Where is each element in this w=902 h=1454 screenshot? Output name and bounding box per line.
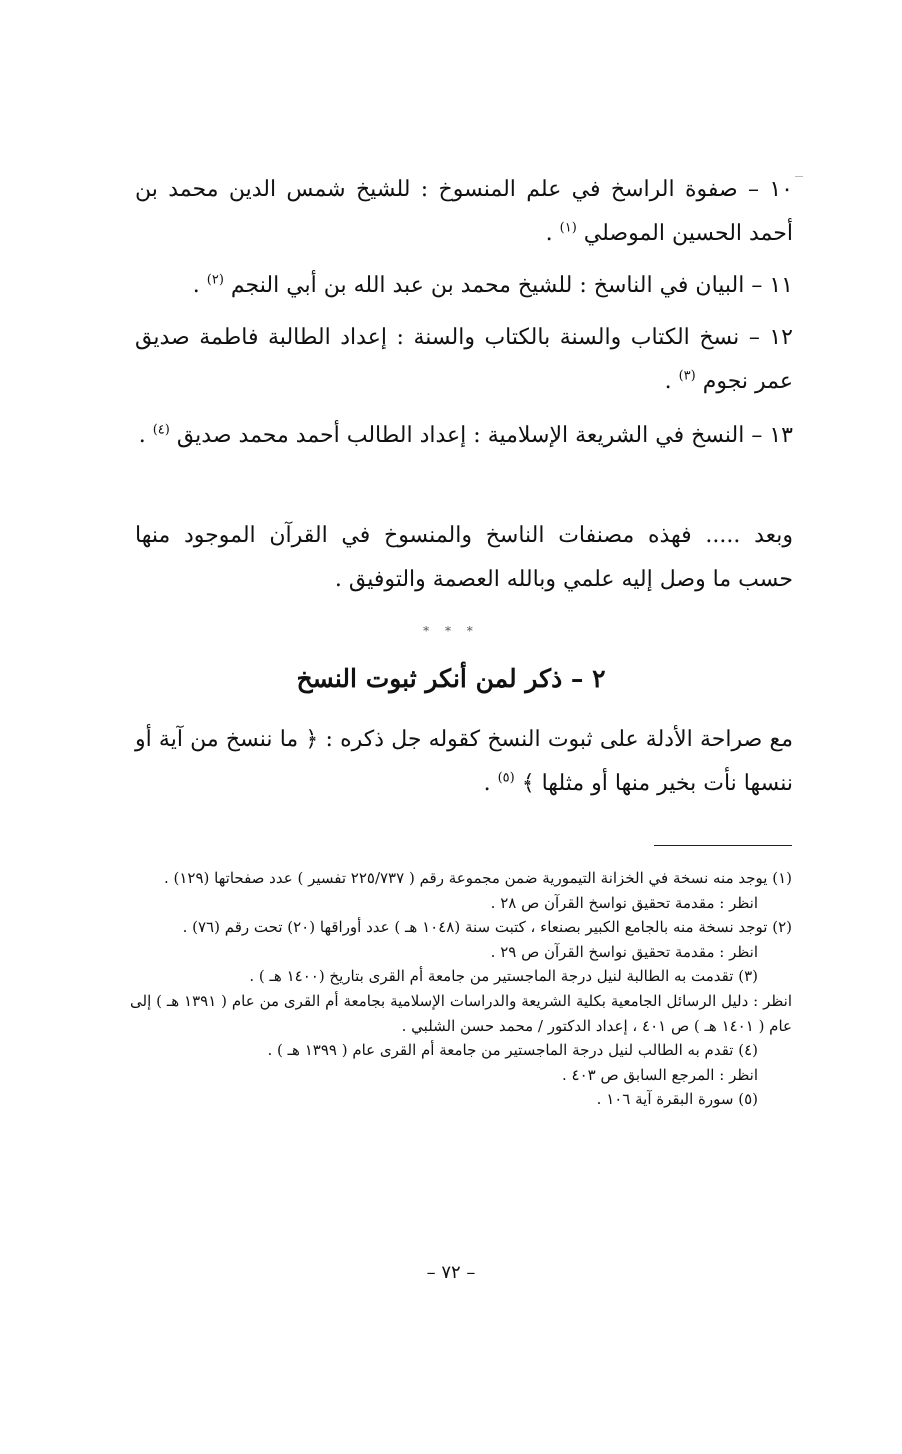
footnote-line: انظر : المرجع السابق ص ٤٠٣ . — [562, 1065, 758, 1084]
footnote-line: (٢) توجد نسخة منه بالجامع الكبير بصنعاء ، كتبت سنة (١٠٤٨ هـ ) عدد أوراقها (٢٠) تحت رقم (٧٦) . — [182, 918, 792, 937]
scan-mark — [795, 176, 803, 177]
conclusion-paragraph: وبعد ..... فهذه مصنفات الناسخ والمنسوخ في القرآن الموجود منها حسب ما وصل إليه علمي وبالله العصمة والتوفيق . — [135, 523, 793, 592]
list-item-12: ١٢ – نسخ الكتاب والسنة بالكتاب والسنة : إعداد الطالبة فاطمة صديق عمر نجوم $^{(٣)}$ . — [135, 325, 793, 394]
footnote-line: (١) يوجد منه نسخة في الخزانة التيمورية ضمن مجموعة رقم ( ٢٢٥/٧٣٧ تفسير ) عدد صفحاتها (١٢٩) . — [163, 869, 792, 887]
footnote-line: انظر : دليل الرسائل الجامعية بكلية الشريعة والدراسات الإسلامية بجامعة أم القرى من عام ( ١٣٩١ هـ ) إلى عام ( ١٤٠١ هـ ) ص ٤٠١ ، إعداد الدكتور / محمد حسن الشلبي . — [130, 991, 793, 1035]
list-item-text: ١٠ – صفوة الراسخ في علم المنسوخ : للشيخ شمس الدين محمد بن أحمد الحسين الموصلي — [135, 177, 793, 246]
footnote-ref: (٥) — [497, 770, 515, 786]
list-item-10: ١٠ – صفوة الراسخ في علم المنسوخ : للشيخ شمس الدين محمد بن أحمد الحسين الموصلي $^{(١)}$ . — [135, 177, 793, 246]
footnote-ref: (٢) — [206, 272, 224, 288]
footnote-ref: (٣) — [678, 368, 696, 384]
list-item-text: ١٣ – النسخ في الشريعة الإسلامية : إعداد الطالب أحمد محمد صديق — [176, 423, 793, 448]
section-paragraph-text: مع صراحة الأدلة على ثبوت النسخ كقوله جل ذكره : ﴿ ما ننسخ من آية أو ننسها نأت بخير منها أو مثلها ﴾ — [135, 727, 793, 796]
footnote-line: (٤) تقدم به الطالب لنيل درجة الماجستير من جامعة أم القرى عام ( ١٣٩٩ هـ ) . — [267, 1041, 758, 1060]
footnote-line: انظر : مقدمة تحقيق نواسخ القرآن ص ٢٩ . — [490, 942, 758, 961]
list-item-text: ١١ – البيان في الناسخ : للشيخ محمد بن عبد الله بن أبي النجم — [230, 273, 793, 298]
section-separator: * * * — [423, 624, 479, 638]
section-heading: ٢ – ذكر لمن أنكر ثبوت النسخ — [296, 664, 606, 693]
footnote-ref: (٤) — [152, 422, 170, 438]
page-number: – ٧٢ – — [426, 1262, 476, 1283]
footnote-divider — [654, 845, 792, 846]
list-item-11: ١١ – البيان في الناسخ : للشيخ محمد بن عبد الله بن أبي النجم $^{(٢)}$ . — [192, 272, 793, 298]
footnote-line: (٥) سورة البقرة آية ١٠٦ . — [596, 1090, 758, 1109]
section-paragraph: مع صراحة الأدلة على ثبوت النسخ كقوله جل ذكره : ﴿ ما ننسخ من آية أو ننسها نأت بخير منها أو مثلها ﴾ $^{(٥)}$ . — [135, 727, 793, 796]
footnote-line: انظر : مقدمة تحقيق نواسخ القرآن ص ٢٨ . — [490, 893, 758, 912]
list-item-13: ١٣ – النسخ في الشريعة الإسلامية : إعداد الطالب أحمد محمد صديق $^{(٤)}$ . — [138, 422, 793, 448]
footnote-ref: (١) — [559, 220, 577, 236]
footnote-line: (٣) تقدمت به الطالبة لنيل درجة الماجستير من جامعة أم القرى بتاريخ (١٤٠٠ هـ ) . — [249, 967, 758, 986]
footnotes — [130, 866, 792, 1112]
list-item-text: ١٢ – نسخ الكتاب والسنة بالكتاب والسنة : إعداد الطالبة فاطمة صديق عمر نجوم — [135, 325, 793, 394]
